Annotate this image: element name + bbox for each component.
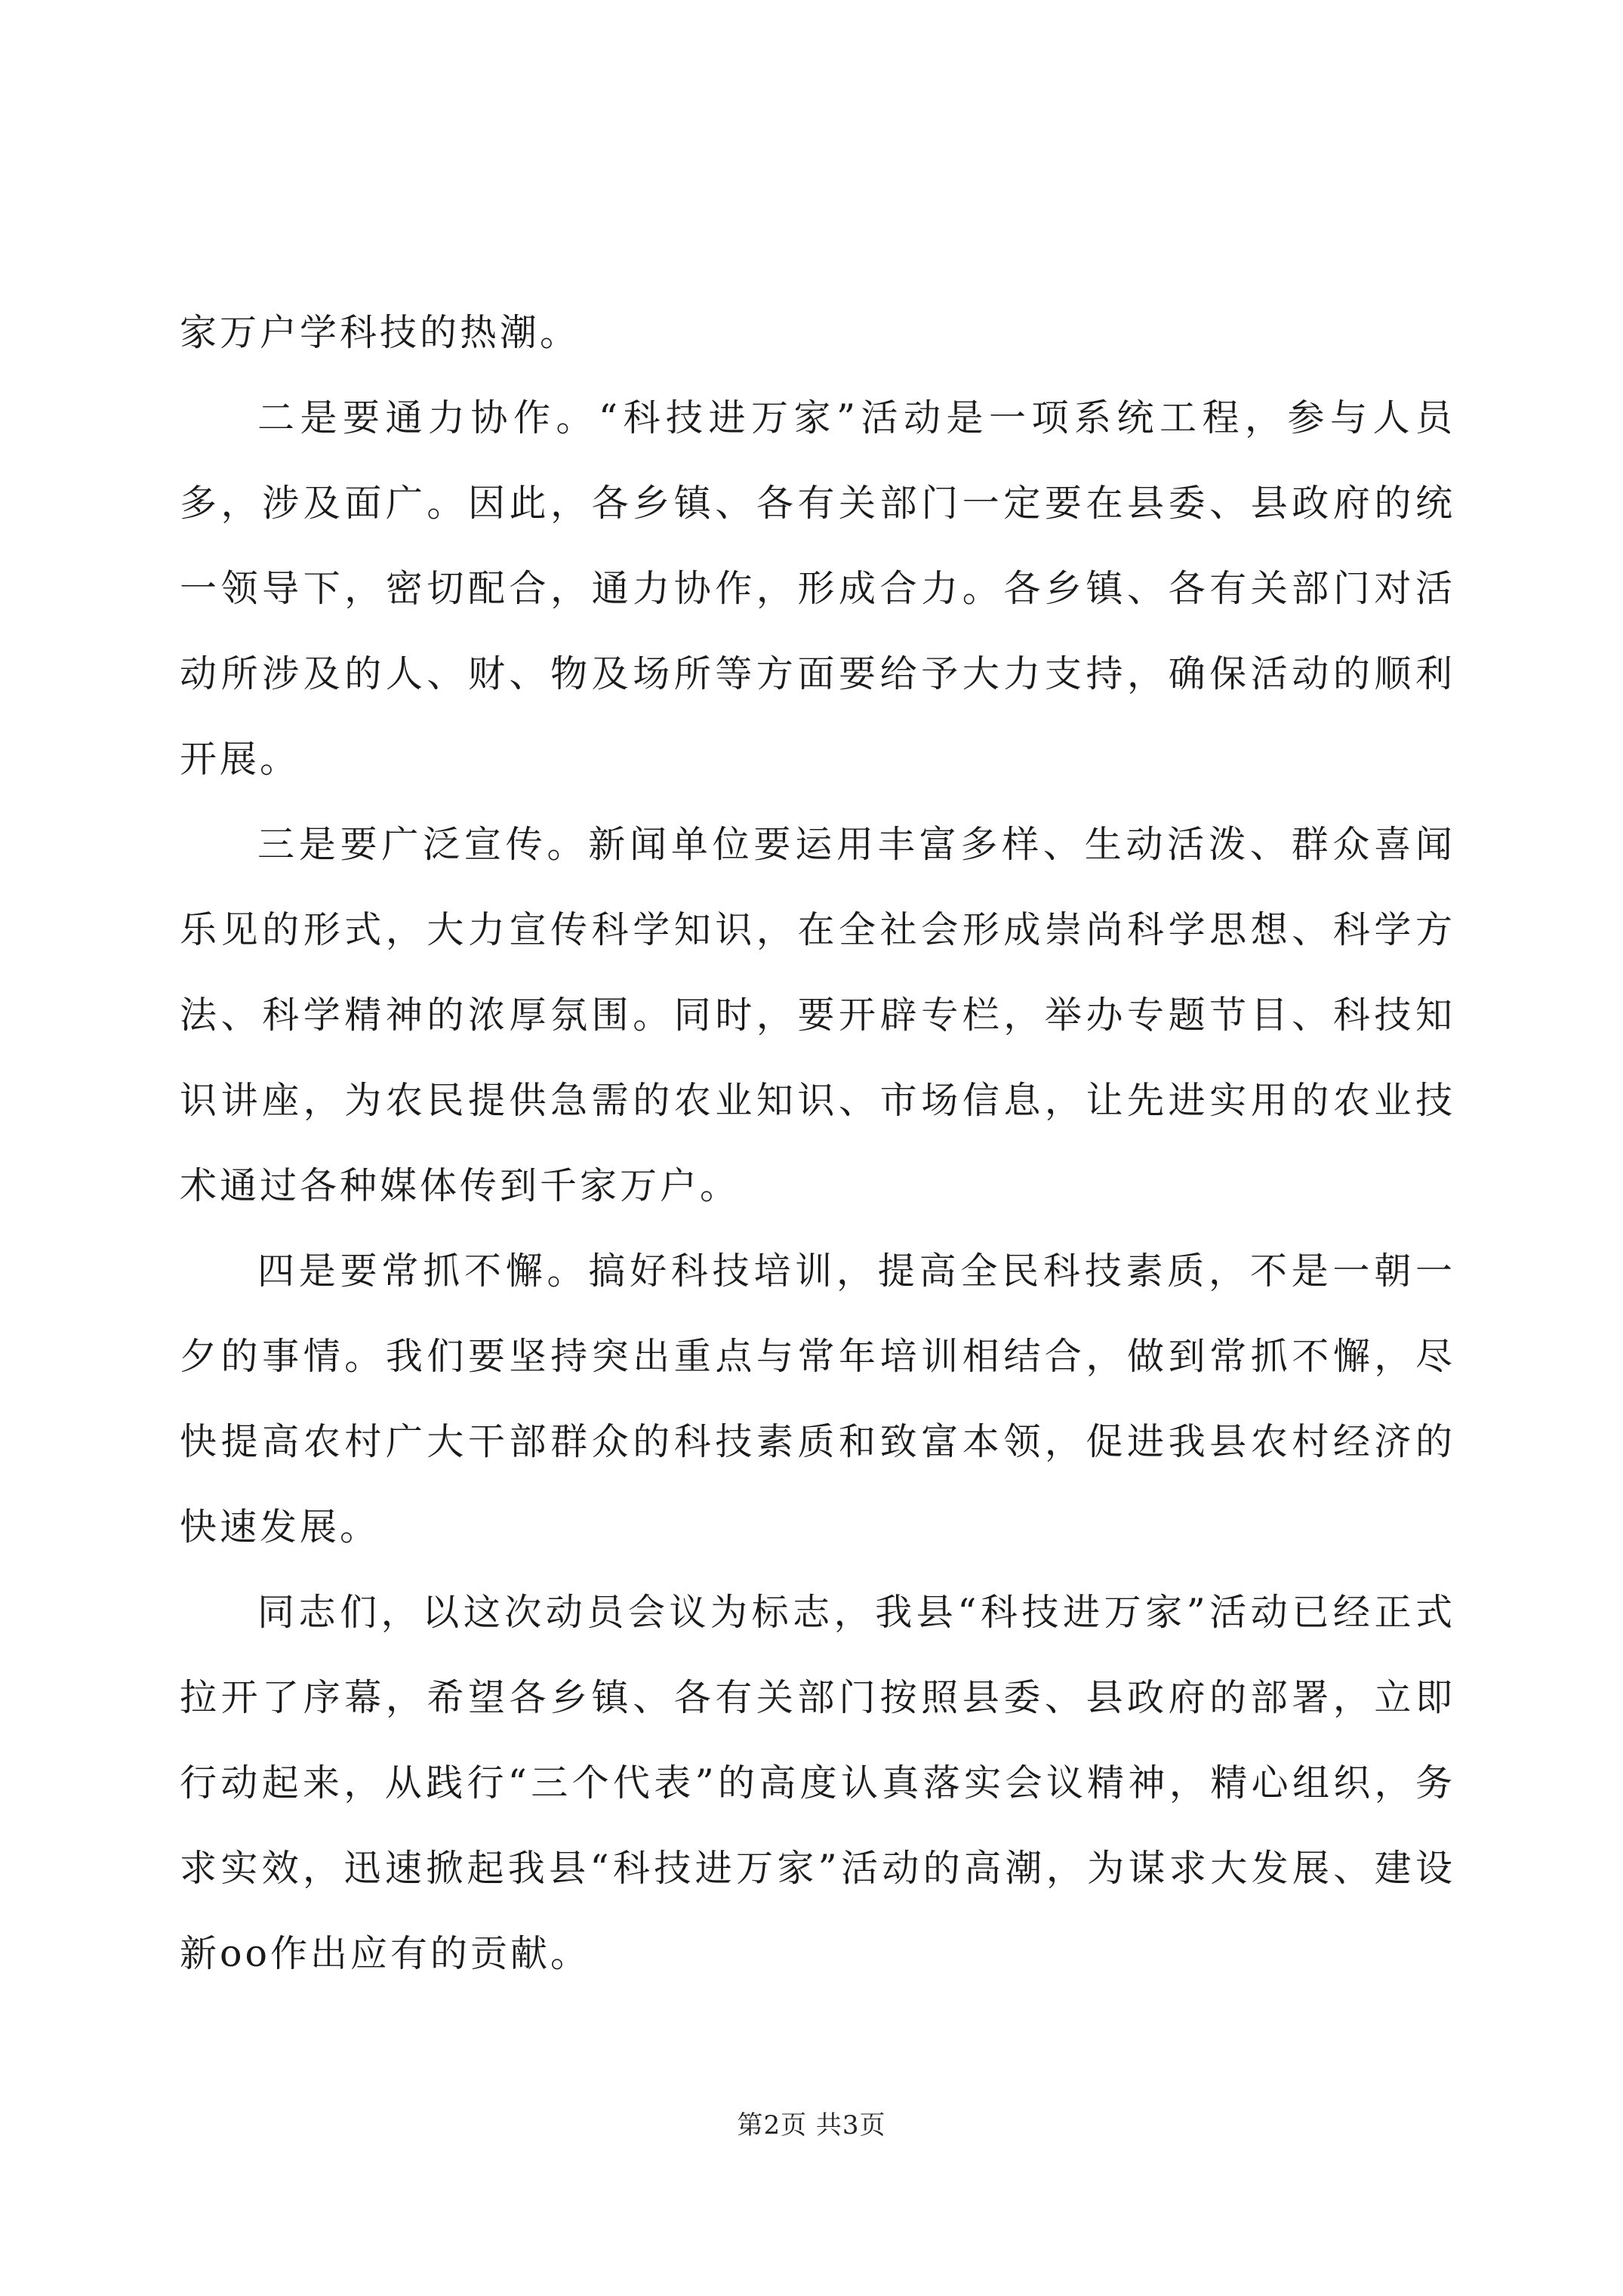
paragraph-point-two: 二是要通力协作。“科技进万家”活动是一项系统工程，参与人员多，涉及面广。因此，各乡镇、各有关部门一定要在县委、县政府的统一领导下，密切配合，通力协作，形成合力。各乡镇、各有关部门对活动所涉及的人、财、物及场所等方面要给予大力支持，确保活动的顺利开展。 [180,396,1455,781]
paragraph-point-three: 三是要广泛宣传。新闻单位要运用丰富多样、生动活泼、群众喜闻乐见的形式，大力宣传科学知识，在全社会形成崇尚科学思想、科学方法、科学精神的浓厚氛围。同时，要开辟专栏，举办专题节目、科技知识讲座，为农民提供急需的农业知识、市场信息，让先进实用的农业技术通过各种媒体传到千家万户。 [180,823,1455,1207]
document-body [180,290,1455,1996]
paragraph-point-four: 四是要常抓不懈。搞好科技培训，提高全民科技素质，不是一朝一夕的事情。我们要坚持突出重点与常年培训相结合，做到常抓不懈，尽快提高农村广大干部群众的科技素质和致富本领，促进我县农村经济的快速发展。 [180,1250,1455,1549]
paragraph-continuation: 家万户学科技的热潮。 [180,311,581,354]
page-number-footer: 第2页 共3页 [737,2110,886,2140]
paragraph-closing: 同志们，以这次动员会议为标志，我县“科技进万家”活动已经正式拉开了序幕，希望各乡镇、各有关部门按照县委、县政府的部署，立即行动起来，从践行“三个代表”的高度认真落实会议精神，精心组织，务求实效，迅速掀起我县“科技进万家”活动的高潮，为谋求大发展、建设新oo作出应有的贡献。 [180,1591,1455,1975]
